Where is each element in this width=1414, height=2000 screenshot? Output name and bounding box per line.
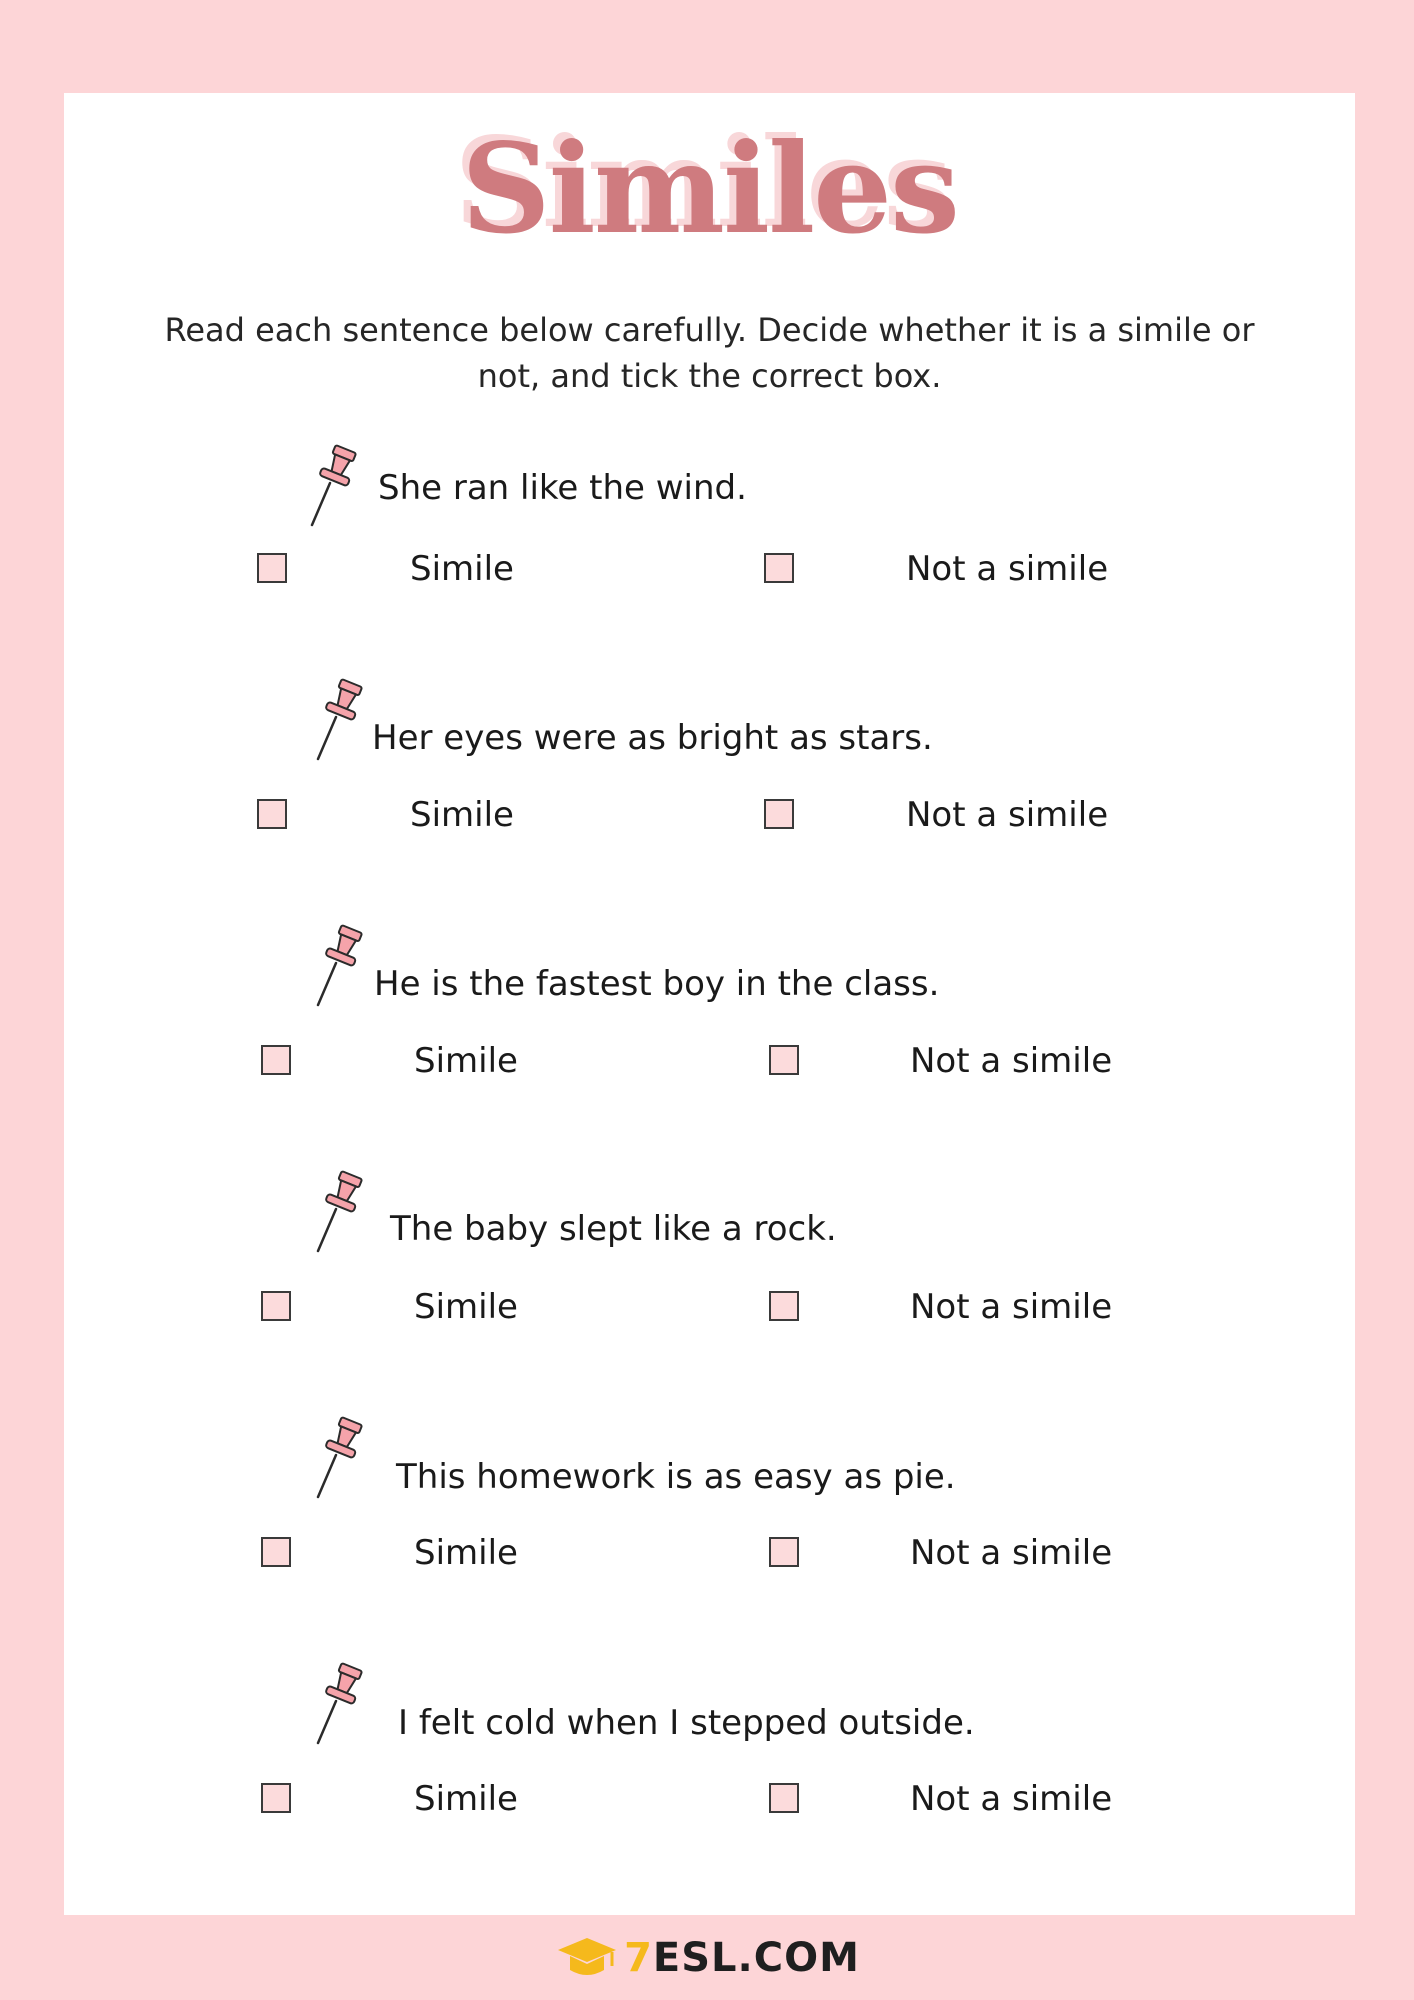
simile-label: Simile — [410, 549, 514, 589]
question-sentence: I felt cold when I stepped outside. — [398, 1703, 975, 1743]
not-simile-label: Not a simile — [910, 1041, 1113, 1081]
simile-checkbox[interactable] — [261, 1291, 291, 1321]
question-3 — [64, 923, 1355, 1123]
not-simile-checkbox[interactable] — [769, 1537, 799, 1567]
simile-checkbox[interactable] — [261, 1537, 291, 1567]
question-4 — [64, 1169, 1355, 1369]
worksheet — [64, 93, 1355, 1915]
simile-label: Simile — [414, 1533, 518, 1573]
pushpin-icon — [300, 443, 366, 531]
simile-label: Simile — [414, 1287, 518, 1327]
pushpin-icon — [306, 1415, 372, 1503]
question-sentence: Her eyes were as bright as stars. — [372, 718, 933, 758]
not-simile-label: Not a simile — [910, 1779, 1113, 1819]
graduation-cap-icon — [554, 1932, 620, 1984]
simile-label: Simile — [414, 1041, 518, 1081]
question-1 — [64, 443, 1355, 643]
not-simile-label: Not a simile — [906, 795, 1109, 835]
page-title: Similes — [461, 117, 958, 262]
instructions: Read each sentence below carefully. Decide whether it is a simile or not, and tick the correct box. — [164, 311, 1255, 395]
question-sentence: This homework is as easy as pie. — [396, 1457, 956, 1497]
simile-checkbox[interactable] — [257, 799, 287, 829]
not-simile-label: Not a simile — [910, 1287, 1113, 1327]
pushpin-icon — [306, 1661, 372, 1749]
not-simile-label: Not a simile — [906, 549, 1109, 589]
pushpin-icon — [306, 677, 372, 765]
not-simile-checkbox[interactable] — [764, 799, 794, 829]
simile-checkbox[interactable] — [257, 553, 287, 583]
pushpin-icon — [306, 1169, 372, 1257]
not-simile-checkbox[interactable] — [769, 1045, 799, 1075]
not-simile-checkbox[interactable] — [764, 553, 794, 583]
simile-checkbox[interactable] — [261, 1045, 291, 1075]
question-2 — [64, 677, 1355, 877]
question-5 — [64, 1415, 1355, 1615]
brand-logo-text: ESL.COM — [652, 1935, 860, 1981]
question-sentence: She ran like the wind. — [378, 468, 747, 508]
simile-checkbox[interactable] — [261, 1783, 291, 1813]
question-sentence: The baby slept like a rock. — [390, 1209, 837, 1249]
question-6 — [64, 1661, 1355, 1861]
brand-logo[interactable] — [624, 1935, 860, 1981]
not-simile-checkbox[interactable] — [769, 1783, 799, 1813]
not-simile-label: Not a simile — [910, 1533, 1113, 1573]
brand-footer — [0, 1930, 1414, 1986]
pushpin-icon — [306, 923, 372, 1011]
brand-logo-seven: 7 — [624, 1935, 653, 1981]
not-simile-checkbox[interactable] — [769, 1291, 799, 1321]
simile-label: Simile — [410, 795, 514, 835]
simile-label: Simile — [414, 1779, 518, 1819]
question-sentence: He is the fastest boy in the class. — [374, 964, 940, 1004]
